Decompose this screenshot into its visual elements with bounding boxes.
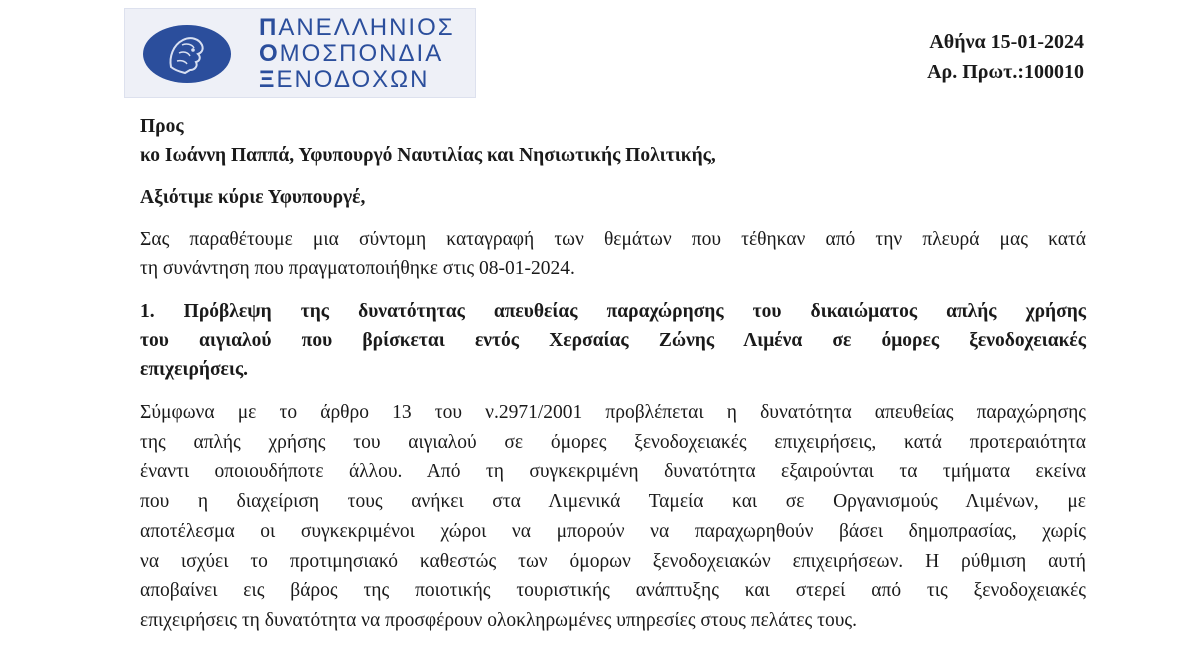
body-line: έναντι οποιουδήποτε άλλου. Από τη συγκεκριμένη δυνατότητα εξαιρούνται τα τμήματα εκείνα [140, 461, 1086, 483]
letter-meta [927, 27, 1084, 87]
logo-rest-2: ΜΟΣΠΟΝΔΙΑ [279, 40, 444, 67]
logo-line-2 [259, 41, 455, 67]
recipient: κο Ιωάννη Παππά, Υφυπουργό Ναυτιλίας και Νησιωτικής Πολιτικής, [140, 145, 716, 166]
body-line: της απλής χρήσης του αιγιαλού σε όμορες ξενοδοχειακές επιχειρήσεις, κατά προτεραιότητα [140, 431, 1086, 453]
logo-initial-1: Π [259, 14, 279, 41]
body-line: που η διαχείριση τους ανήκει στα Λιμενικά Ταμεία και σε Οργανισμούς Λιμένων, με [140, 491, 1086, 513]
section-heading-line: επιχειρήσεις. [140, 359, 249, 380]
letter-body [140, 112, 1086, 636]
salutation: Αξιότιμε κύριε Υφυπουργέ, [140, 187, 366, 208]
logo-rest-1: ΑΝΕΛΛΗΝΙΟΣ [278, 14, 455, 41]
emblem-icon [141, 23, 233, 85]
body-line: επιχειρήσεις τη δυνατότητα να προσφέρουν ολοκληρωμένες υπηρεσίες στους πελάτες τους. [140, 609, 857, 631]
section-heading-line: του αιγιαλού που βρίσκεται εντός Χερσαίας Ζώνης Λιμένα σε όμορες ξενοδοχειακές [140, 330, 1086, 351]
logo-line-1 [259, 15, 455, 41]
intro-paragraph [140, 225, 1086, 283]
logo-initial-3: Ξ [259, 66, 277, 93]
logo-rest-3: ΕΝΟΔΟΧΩΝ [276, 66, 430, 93]
organization-name [259, 15, 455, 93]
to-label: Προς [140, 116, 184, 137]
body-line: Σύμφωνα με το άρθρο 13 του ν.2971/2001 προβλέπεται η δυνατότητα απευθείας παραχώρησης [140, 402, 1086, 423]
logo [124, 8, 476, 98]
intro-line: Σας παραθέτουμε μια σύντομη καταγραφή των θεμάτων που τέθηκαν από την πλευρά μας κατά [140, 229, 1086, 250]
intro-line: τη συνάντηση που πραγματοποιήθηκε στις 08-01-2024. [140, 258, 575, 279]
section-heading [140, 297, 1086, 384]
body-line: να ισχύει το προτιμησιακό καθεστώς των όμορων ξενοδοχειακών επιχειρήσεων. Η ρύθμιση αυτή [140, 550, 1086, 572]
section-heading-line: 1. Πρόβλεψη της δυνατότητας απευθείας παραχώρησης του δικαιώματος απλής χρήσης [140, 301, 1086, 322]
protocol-number: Αρ. Πρωτ.:100010 [927, 61, 1084, 83]
body-line: αποτέλεσμα οι συγκεκριμένοι χώροι να μπορούν να παραχωρηθούν βάσει δημοπρασίας, χωρίς [140, 520, 1086, 542]
logo-initial-2: Ο [259, 40, 280, 67]
body-paragraph [140, 398, 1086, 636]
body-line: αποβαίνει εις βάρος της ποιοτικής τουριστικής ανάπτυξης και στερεί από τις ξενοδοχειακές [140, 580, 1086, 602]
date-line: Αθήνα 15-01-2024 [929, 31, 1084, 53]
logo-line-3 [259, 67, 455, 93]
